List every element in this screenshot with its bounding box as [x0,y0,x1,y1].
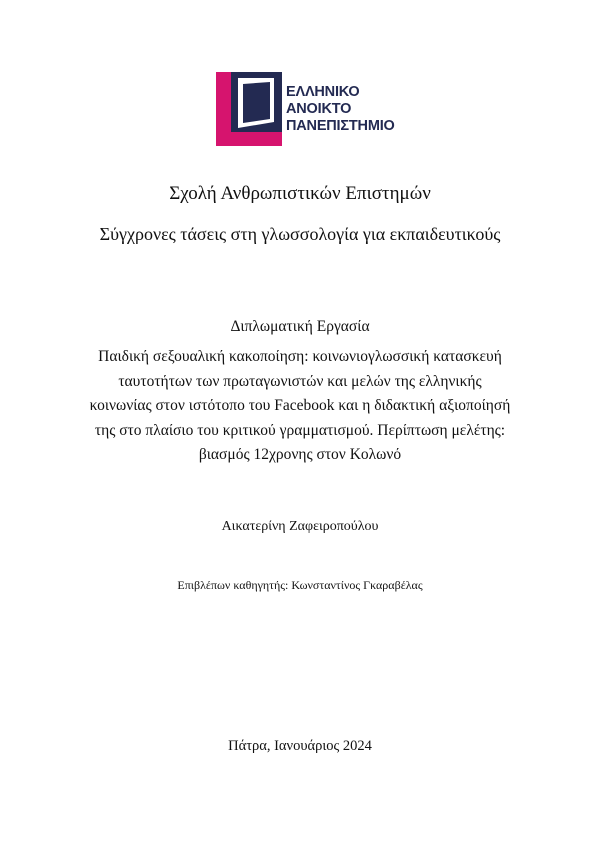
eap-logo-mark-icon [216,72,282,146]
thesis-title-line: βιασμός 12χρονης στον Κολωνό [198,446,402,464]
thesis-title-line: ταυτοτήτων των πρωταγωνιστών και μελών της ελληνικής [118,372,482,390]
university-name [286,84,395,135]
program-name: Σύγχρονες τάσεις στη γλωσσολογία για εκπαιδευτικούς [99,224,501,244]
university-name-line-1: ΕΛΛΗΝΙΚΟ [286,84,360,100]
place-date: Πάτρα, Ιανουάριος 2024 [228,738,372,754]
university-name-line-3: ΠΑΝΕΠΙΣΤΗΜΙΟ [286,118,395,134]
school-name: Σχολή Ανθρωπιστικών Επιστημών [169,183,431,204]
thesis-title-line: της στο πλαίσιο του κριτικού γραμματισμού. Περίπτωση μελέτης: [94,421,506,439]
thesis-type: Διπλωματική Εργασία [230,318,370,335]
thesis-title-line: κοινωνίας στον ιστότοπο του Facebook και η διδακτική αξιοποίησή [89,397,511,415]
thesis-title [0,345,600,468]
university-name-line-2: ΑΝΟΙΚΤΟ [286,101,352,117]
university-logo [216,72,416,146]
supervisor: Επιβλέπων καθηγητής: Κωνσταντίνος Γκαραβέλας [177,578,423,592]
thesis-title-line: Παιδική σεξουαλική κακοποίηση: κοινωνιογλωσσική κατασκευή [98,348,502,365]
author-name: Αικατερίνη Ζαφειροπούλου [221,519,379,534]
